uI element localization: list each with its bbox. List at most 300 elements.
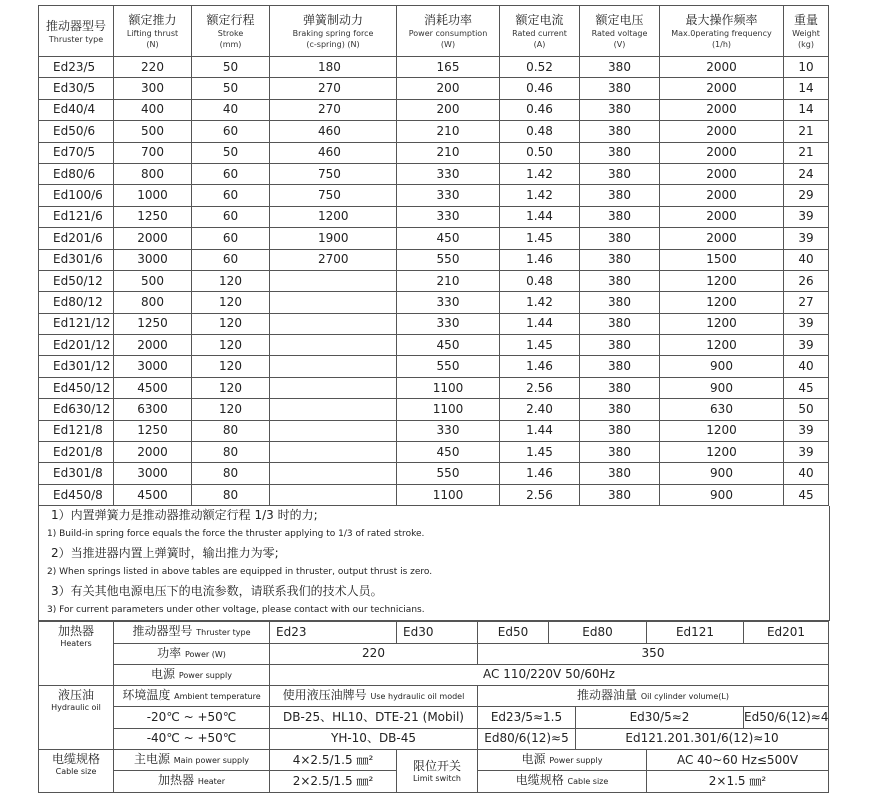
cell-frequency: 2000	[660, 57, 784, 78]
main-power-value: 4×2.5/1.5 ㎜²	[270, 749, 397, 770]
column-header	[270, 6, 397, 57]
cell-thrust: 4500	[114, 484, 192, 505]
cell-stroke: 60	[192, 249, 270, 270]
cell-current: 1.45	[500, 228, 580, 249]
cell-current: 2.56	[500, 484, 580, 505]
cell-model: Ed23/5	[39, 57, 114, 78]
cable-label	[39, 749, 114, 792]
cell-model: Ed450/8	[39, 484, 114, 505]
cell-spring-force: 460	[270, 121, 397, 142]
cable-size-label: 电缆规格 Cable size	[478, 771, 647, 792]
cell-thrust: 400	[114, 99, 192, 120]
cell-current: 1.44	[500, 206, 580, 227]
cell-weight: 27	[784, 292, 829, 313]
oil-volume-2b: Ed121.201.301/6(12)≈10	[576, 728, 829, 749]
column-header	[192, 6, 270, 57]
table-row	[39, 399, 829, 420]
hydraulic-row-1	[39, 707, 829, 728]
cell-stroke: 50	[192, 78, 270, 99]
cell-power: 165	[397, 57, 500, 78]
column-header	[580, 6, 660, 57]
table-body	[39, 57, 829, 506]
table-row	[39, 484, 829, 505]
cell-thrust: 1000	[114, 185, 192, 206]
cell-model: Ed201/12	[39, 335, 114, 356]
ambient-temp-label: 环境温度 Ambient temperature	[114, 686, 270, 707]
cell-frequency: 1200	[660, 292, 784, 313]
cell-spring-force: 1200	[270, 206, 397, 227]
cell-spring-force: 460	[270, 142, 397, 163]
cell-power: 1100	[397, 399, 500, 420]
spec-sheet	[38, 5, 828, 793]
column-header	[114, 6, 192, 57]
cell-power: 200	[397, 99, 500, 120]
column-header-zh: 最大操作频率	[685, 13, 758, 27]
cell-voltage: 380	[580, 399, 660, 420]
cell-voltage: 380	[580, 292, 660, 313]
heater-cable-label: 加热器 Heater	[114, 771, 270, 792]
power-supply-label: 电源 Power supply	[478, 749, 647, 770]
thruster-spec-table	[38, 5, 829, 506]
cell-voltage: 380	[580, 228, 660, 249]
cell-frequency: 2000	[660, 99, 784, 120]
cell-voltage: 380	[580, 313, 660, 334]
column-header	[39, 6, 114, 57]
cell-current: 0.48	[500, 270, 580, 291]
table-row	[39, 163, 829, 184]
cell-model: Ed50/6	[39, 121, 114, 142]
cell-model: Ed301/6	[39, 249, 114, 270]
column-header-zh: 弹簧制动力	[302, 13, 363, 27]
cell-model: Ed301/12	[39, 356, 114, 377]
cell-thrust: 220	[114, 57, 192, 78]
cell-thrust: 2000	[114, 335, 192, 356]
table-row	[39, 377, 829, 398]
heater-supply-label: 电源 Power supply	[114, 664, 270, 685]
cell-power: 330	[397, 163, 500, 184]
cell-spring-force: 180	[270, 57, 397, 78]
cell-spring-force: 750	[270, 185, 397, 206]
cell-voltage: 380	[580, 78, 660, 99]
cell-thrust: 500	[114, 270, 192, 291]
cell-stroke: 60	[192, 228, 270, 249]
note-line: 2）当推进器内置上弹簧时，输出推力为零;	[51, 546, 279, 561]
temp-range-1: -20℃ ~ +50℃	[114, 707, 270, 728]
hydraulic-label-zh: 液压油	[57, 688, 94, 703]
cell-voltage: 380	[580, 121, 660, 142]
cell-weight: 26	[784, 270, 829, 291]
cell-spring-force: 270	[270, 99, 397, 120]
column-header	[660, 6, 784, 57]
table-row	[39, 185, 829, 206]
oil-volume-1a: Ed23/5≈1.5	[478, 707, 576, 728]
cell-model: Ed450/12	[39, 377, 114, 398]
cell-stroke: 120	[192, 270, 270, 291]
table-row	[39, 270, 829, 291]
heater-power-b: 350	[478, 643, 829, 664]
oil-model-1: DB-25、HL10、DTE-21 (Mobil)	[270, 707, 478, 728]
cell-voltage: 380	[580, 270, 660, 291]
cell-model: Ed80/12	[39, 292, 114, 313]
column-header-zh: 额定电流	[515, 13, 564, 27]
cell-stroke: 60	[192, 206, 270, 227]
cell-weight: 39	[784, 313, 829, 334]
cell-voltage: 380	[580, 484, 660, 505]
cell-model: Ed121/12	[39, 313, 114, 334]
heater-type-label: 推动器型号 Thruster type	[114, 622, 270, 643]
cell-power: 330	[397, 292, 500, 313]
cell-model: Ed50/12	[39, 270, 114, 291]
column-header-en: Weight	[792, 29, 820, 38]
table-row	[39, 420, 829, 441]
cell-current: 2.40	[500, 399, 580, 420]
cell-stroke: 80	[192, 463, 270, 484]
hydraulic-label-en: Hydraulic oil	[51, 703, 101, 713]
main-power-label: 主电源 Main power supply	[114, 749, 270, 770]
heater-supply-row	[39, 664, 829, 685]
oil-model-label: 使用液压油牌号 Use hydraulic oil model	[270, 686, 478, 707]
power-supply-value: AC 40~60 Hz≤500V	[647, 749, 829, 770]
cell-thrust: 700	[114, 142, 192, 163]
cable-row-1	[39, 749, 829, 770]
cell-power: 550	[397, 356, 500, 377]
cell-model: Ed70/5	[39, 142, 114, 163]
column-header-en: Rated current	[512, 29, 567, 38]
limit-switch-label: 限位开关 Limit switch	[397, 749, 478, 792]
cell-stroke: 40	[192, 99, 270, 120]
oil-volume-label: 推动器油量 Oil cylinder volume(L)	[478, 686, 829, 707]
cell-weight: 21	[784, 142, 829, 163]
table-row	[39, 356, 829, 377]
heater-type-1: Ed23	[270, 622, 397, 643]
cell-power: 550	[397, 463, 500, 484]
note-line: 1）内置弹簧力是推动器推动额定行程 1/3 时的力;	[51, 508, 318, 523]
cell-frequency: 1200	[660, 442, 784, 463]
cell-current: 1.46	[500, 463, 580, 484]
cell-model: Ed121/8	[39, 420, 114, 441]
hydraulic-header-row	[39, 686, 829, 707]
cell-spring-force	[270, 463, 397, 484]
cell-thrust: 1250	[114, 206, 192, 227]
cell-spring-force	[270, 377, 397, 398]
cell-power: 1100	[397, 377, 500, 398]
cell-spring-force	[270, 420, 397, 441]
column-header-en: Braking spring force	[292, 29, 374, 38]
column-header-zh: 消耗功率	[423, 13, 472, 27]
accessory-table	[38, 621, 829, 792]
table-row	[39, 99, 829, 120]
cable-size-value: 2×1.5 ㎜²	[647, 771, 829, 792]
cell-model: Ed301/8	[39, 463, 114, 484]
cell-weight: 45	[784, 484, 829, 505]
cell-model: Ed630/12	[39, 399, 114, 420]
column-header-en: Stroke	[217, 29, 244, 38]
table-row	[39, 442, 829, 463]
cell-frequency: 2000	[660, 185, 784, 206]
oil-volume-2a: Ed80/6(12)≈5	[478, 728, 576, 749]
heaters-label	[39, 622, 114, 686]
cell-spring-force: 1900	[270, 228, 397, 249]
column-header-unit: (1/h)	[711, 40, 732, 49]
cell-weight: 24	[784, 163, 829, 184]
column-header-zh: 额定电压	[595, 13, 644, 27]
cell-current: 1.44	[500, 313, 580, 334]
cell-voltage: 380	[580, 163, 660, 184]
cable-label-en: Cable size	[55, 766, 97, 776]
cell-frequency: 1500	[660, 249, 784, 270]
column-header	[500, 6, 580, 57]
cell-spring-force	[270, 356, 397, 377]
column-header	[784, 6, 829, 57]
column-header-unit: (W)	[440, 40, 456, 49]
cell-spring-force	[270, 442, 397, 463]
cell-weight: 45	[784, 377, 829, 398]
cell-stroke: 80	[192, 442, 270, 463]
table-row	[39, 292, 829, 313]
cell-model: Ed201/8	[39, 442, 114, 463]
cell-current: 0.50	[500, 142, 580, 163]
cell-weight: 39	[784, 206, 829, 227]
cell-voltage: 380	[580, 420, 660, 441]
cell-frequency: 900	[660, 356, 784, 377]
cell-spring-force	[270, 313, 397, 334]
cell-power: 210	[397, 270, 500, 291]
cell-current: 1.46	[500, 249, 580, 270]
column-header-zh: 推动器型号	[45, 18, 106, 33]
cell-voltage: 380	[580, 185, 660, 206]
column-header-en: Power consumption	[408, 29, 488, 38]
table-row	[39, 335, 829, 356]
temp-range-2: -40℃ ~ +50℃	[114, 728, 270, 749]
cell-model: Ed100/6	[39, 185, 114, 206]
cell-spring-force	[270, 270, 397, 291]
oil-volume-1c: Ed50/6(12)≈4	[744, 707, 829, 728]
oil-volume-1b: Ed30/5≈2	[576, 707, 744, 728]
table-row	[39, 206, 829, 227]
cell-voltage: 380	[580, 356, 660, 377]
heater-type-6: Ed201	[744, 622, 829, 643]
cell-voltage: 380	[580, 377, 660, 398]
cell-model: Ed30/5	[39, 78, 114, 99]
column-header-unit: (N)	[146, 40, 159, 49]
column-header-unit: (mm)	[219, 40, 242, 49]
column-header-en: Max.0perating frequency	[671, 29, 772, 38]
table-row	[39, 142, 829, 163]
table-row	[39, 313, 829, 334]
cell-thrust: 3000	[114, 463, 192, 484]
cell-frequency: 2000	[660, 121, 784, 142]
cell-frequency: 2000	[660, 142, 784, 163]
cell-stroke: 120	[192, 399, 270, 420]
cell-stroke: 120	[192, 377, 270, 398]
cell-current: 0.48	[500, 121, 580, 142]
cell-spring-force	[270, 335, 397, 356]
cell-power: 450	[397, 442, 500, 463]
table-row	[39, 57, 829, 78]
cell-voltage: 380	[580, 249, 660, 270]
table-row	[39, 78, 829, 99]
cell-current: 1.45	[500, 442, 580, 463]
cell-stroke: 120	[192, 356, 270, 377]
cell-frequency: 2000	[660, 228, 784, 249]
cell-voltage: 380	[580, 463, 660, 484]
cell-spring-force	[270, 484, 397, 505]
cell-thrust: 3000	[114, 249, 192, 270]
hydraulic-label	[39, 686, 114, 750]
cell-weight: 39	[784, 420, 829, 441]
cell-stroke: 50	[192, 57, 270, 78]
note-line: 3) For current parameters under other voltage, please contact with our technicians.	[47, 605, 425, 616]
cell-power: 210	[397, 121, 500, 142]
cell-thrust: 2000	[114, 228, 192, 249]
cell-thrust: 500	[114, 121, 192, 142]
cell-spring-force: 270	[270, 78, 397, 99]
cell-weight: 39	[784, 442, 829, 463]
table-header-row	[39, 6, 829, 57]
cell-stroke: 80	[192, 420, 270, 441]
cell-weight: 39	[784, 335, 829, 356]
note-line: 1) Build-in spring force equals the force the thruster applying to 1/3 of rated stroke.	[47, 529, 425, 540]
cell-spring-force	[270, 399, 397, 420]
heater-power-label: 功率 Power (W)	[114, 643, 270, 664]
heater-type-5: Ed121	[647, 622, 744, 643]
heater-power-a: 220	[270, 643, 478, 664]
cell-stroke: 50	[192, 142, 270, 163]
column-header-unit: (kg)	[798, 40, 814, 49]
cell-frequency: 900	[660, 463, 784, 484]
cell-stroke: 80	[192, 484, 270, 505]
cell-power: 550	[397, 249, 500, 270]
table-row	[39, 249, 829, 270]
cell-stroke: 60	[192, 121, 270, 142]
cell-stroke: 60	[192, 163, 270, 184]
heaters-label-en: Heaters	[60, 639, 92, 649]
cell-current: 1.46	[500, 356, 580, 377]
cell-current: 2.56	[500, 377, 580, 398]
column-header-en: Rated voltage	[591, 29, 648, 38]
cell-power: 450	[397, 228, 500, 249]
cell-current: 0.46	[500, 78, 580, 99]
cell-stroke: 120	[192, 335, 270, 356]
cell-power: 330	[397, 185, 500, 206]
cell-model: Ed201/6	[39, 228, 114, 249]
cell-spring-force	[270, 292, 397, 313]
cell-stroke: 60	[192, 185, 270, 206]
cell-stroke: 120	[192, 292, 270, 313]
cell-current: 1.45	[500, 335, 580, 356]
column-header	[397, 6, 500, 57]
cell-frequency: 2000	[660, 78, 784, 99]
cell-spring-force: 750	[270, 163, 397, 184]
cell-frequency: 1200	[660, 335, 784, 356]
cell-model: Ed80/6	[39, 163, 114, 184]
cell-current: 1.42	[500, 185, 580, 206]
cell-current: 1.42	[500, 163, 580, 184]
cell-model: Ed121/6	[39, 206, 114, 227]
cell-weight: 10	[784, 57, 829, 78]
cell-voltage: 380	[580, 206, 660, 227]
heater-power-row	[39, 643, 829, 664]
note-line: 2) When springs listed in above tables are equipped in thruster, output thrust is zero.	[47, 567, 433, 578]
column-header-zh: 额定推力	[128, 13, 177, 27]
cell-weight: 50	[784, 399, 829, 420]
cell-weight: 39	[784, 228, 829, 249]
cell-thrust: 300	[114, 78, 192, 99]
cell-frequency: 900	[660, 377, 784, 398]
cell-current: 1.44	[500, 420, 580, 441]
cell-frequency: 630	[660, 399, 784, 420]
heaters-label-zh: 加热器	[57, 624, 94, 639]
cell-frequency: 2000	[660, 206, 784, 227]
cell-spring-force: 2700	[270, 249, 397, 270]
cell-weight: 21	[784, 121, 829, 142]
heater-cable-value: 2×2.5/1.5 ㎜²	[270, 771, 397, 792]
heater-type-4: Ed80	[549, 622, 647, 643]
cell-weight: 29	[784, 185, 829, 206]
cell-frequency: 1200	[660, 420, 784, 441]
heater-type-row	[39, 622, 829, 643]
cable-label-zh: 电缆规格	[51, 751, 100, 766]
cell-power: 1100	[397, 484, 500, 505]
column-header-unit: (V)	[613, 40, 626, 49]
cell-current: 1.42	[500, 292, 580, 313]
cell-power: 330	[397, 420, 500, 441]
cell-weight: 14	[784, 99, 829, 120]
cell-thrust: 4500	[114, 377, 192, 398]
column-header-unit: (A)	[533, 40, 546, 49]
oil-model-2: YH-10、DB-45	[270, 728, 478, 749]
cell-weight: 40	[784, 356, 829, 377]
note-line: 3）有关其他电源电压下的电流参数，请联系我们的技术人员。	[51, 584, 383, 599]
cell-thrust: 2000	[114, 442, 192, 463]
heater-type-2: Ed30	[397, 622, 478, 643]
cell-current: 0.46	[500, 99, 580, 120]
cell-voltage: 380	[580, 57, 660, 78]
column-header-zh: 额定行程	[206, 13, 255, 27]
cell-thrust: 6300	[114, 399, 192, 420]
cell-power: 330	[397, 206, 500, 227]
cell-frequency: 2000	[660, 163, 784, 184]
column-header-en: Thruster type	[48, 34, 104, 44]
column-header-unit: (c-spring) (N)	[306, 40, 360, 49]
cell-power: 450	[397, 335, 500, 356]
cell-voltage: 380	[580, 442, 660, 463]
cell-weight: 40	[784, 463, 829, 484]
cell-thrust: 3000	[114, 356, 192, 377]
heater-type-3: Ed50	[478, 622, 549, 643]
cell-frequency: 1200	[660, 270, 784, 291]
cell-power: 200	[397, 78, 500, 99]
cell-thrust: 1250	[114, 420, 192, 441]
cell-voltage: 380	[580, 99, 660, 120]
cell-power: 330	[397, 313, 500, 334]
cell-weight: 40	[784, 249, 829, 270]
cell-thrust: 800	[114, 163, 192, 184]
cell-frequency: 900	[660, 484, 784, 505]
cell-model: Ed40/4	[39, 99, 114, 120]
notes-section	[38, 506, 830, 621]
column-header-zh: 重量	[793, 13, 818, 27]
cell-thrust: 800	[114, 292, 192, 313]
cell-stroke: 120	[192, 313, 270, 334]
cell-power: 210	[397, 142, 500, 163]
cell-current: 0.52	[500, 57, 580, 78]
cell-weight: 14	[784, 78, 829, 99]
table-row	[39, 121, 829, 142]
hydraulic-row-2	[39, 728, 829, 749]
cell-thrust: 1250	[114, 313, 192, 334]
cell-voltage: 380	[580, 142, 660, 163]
